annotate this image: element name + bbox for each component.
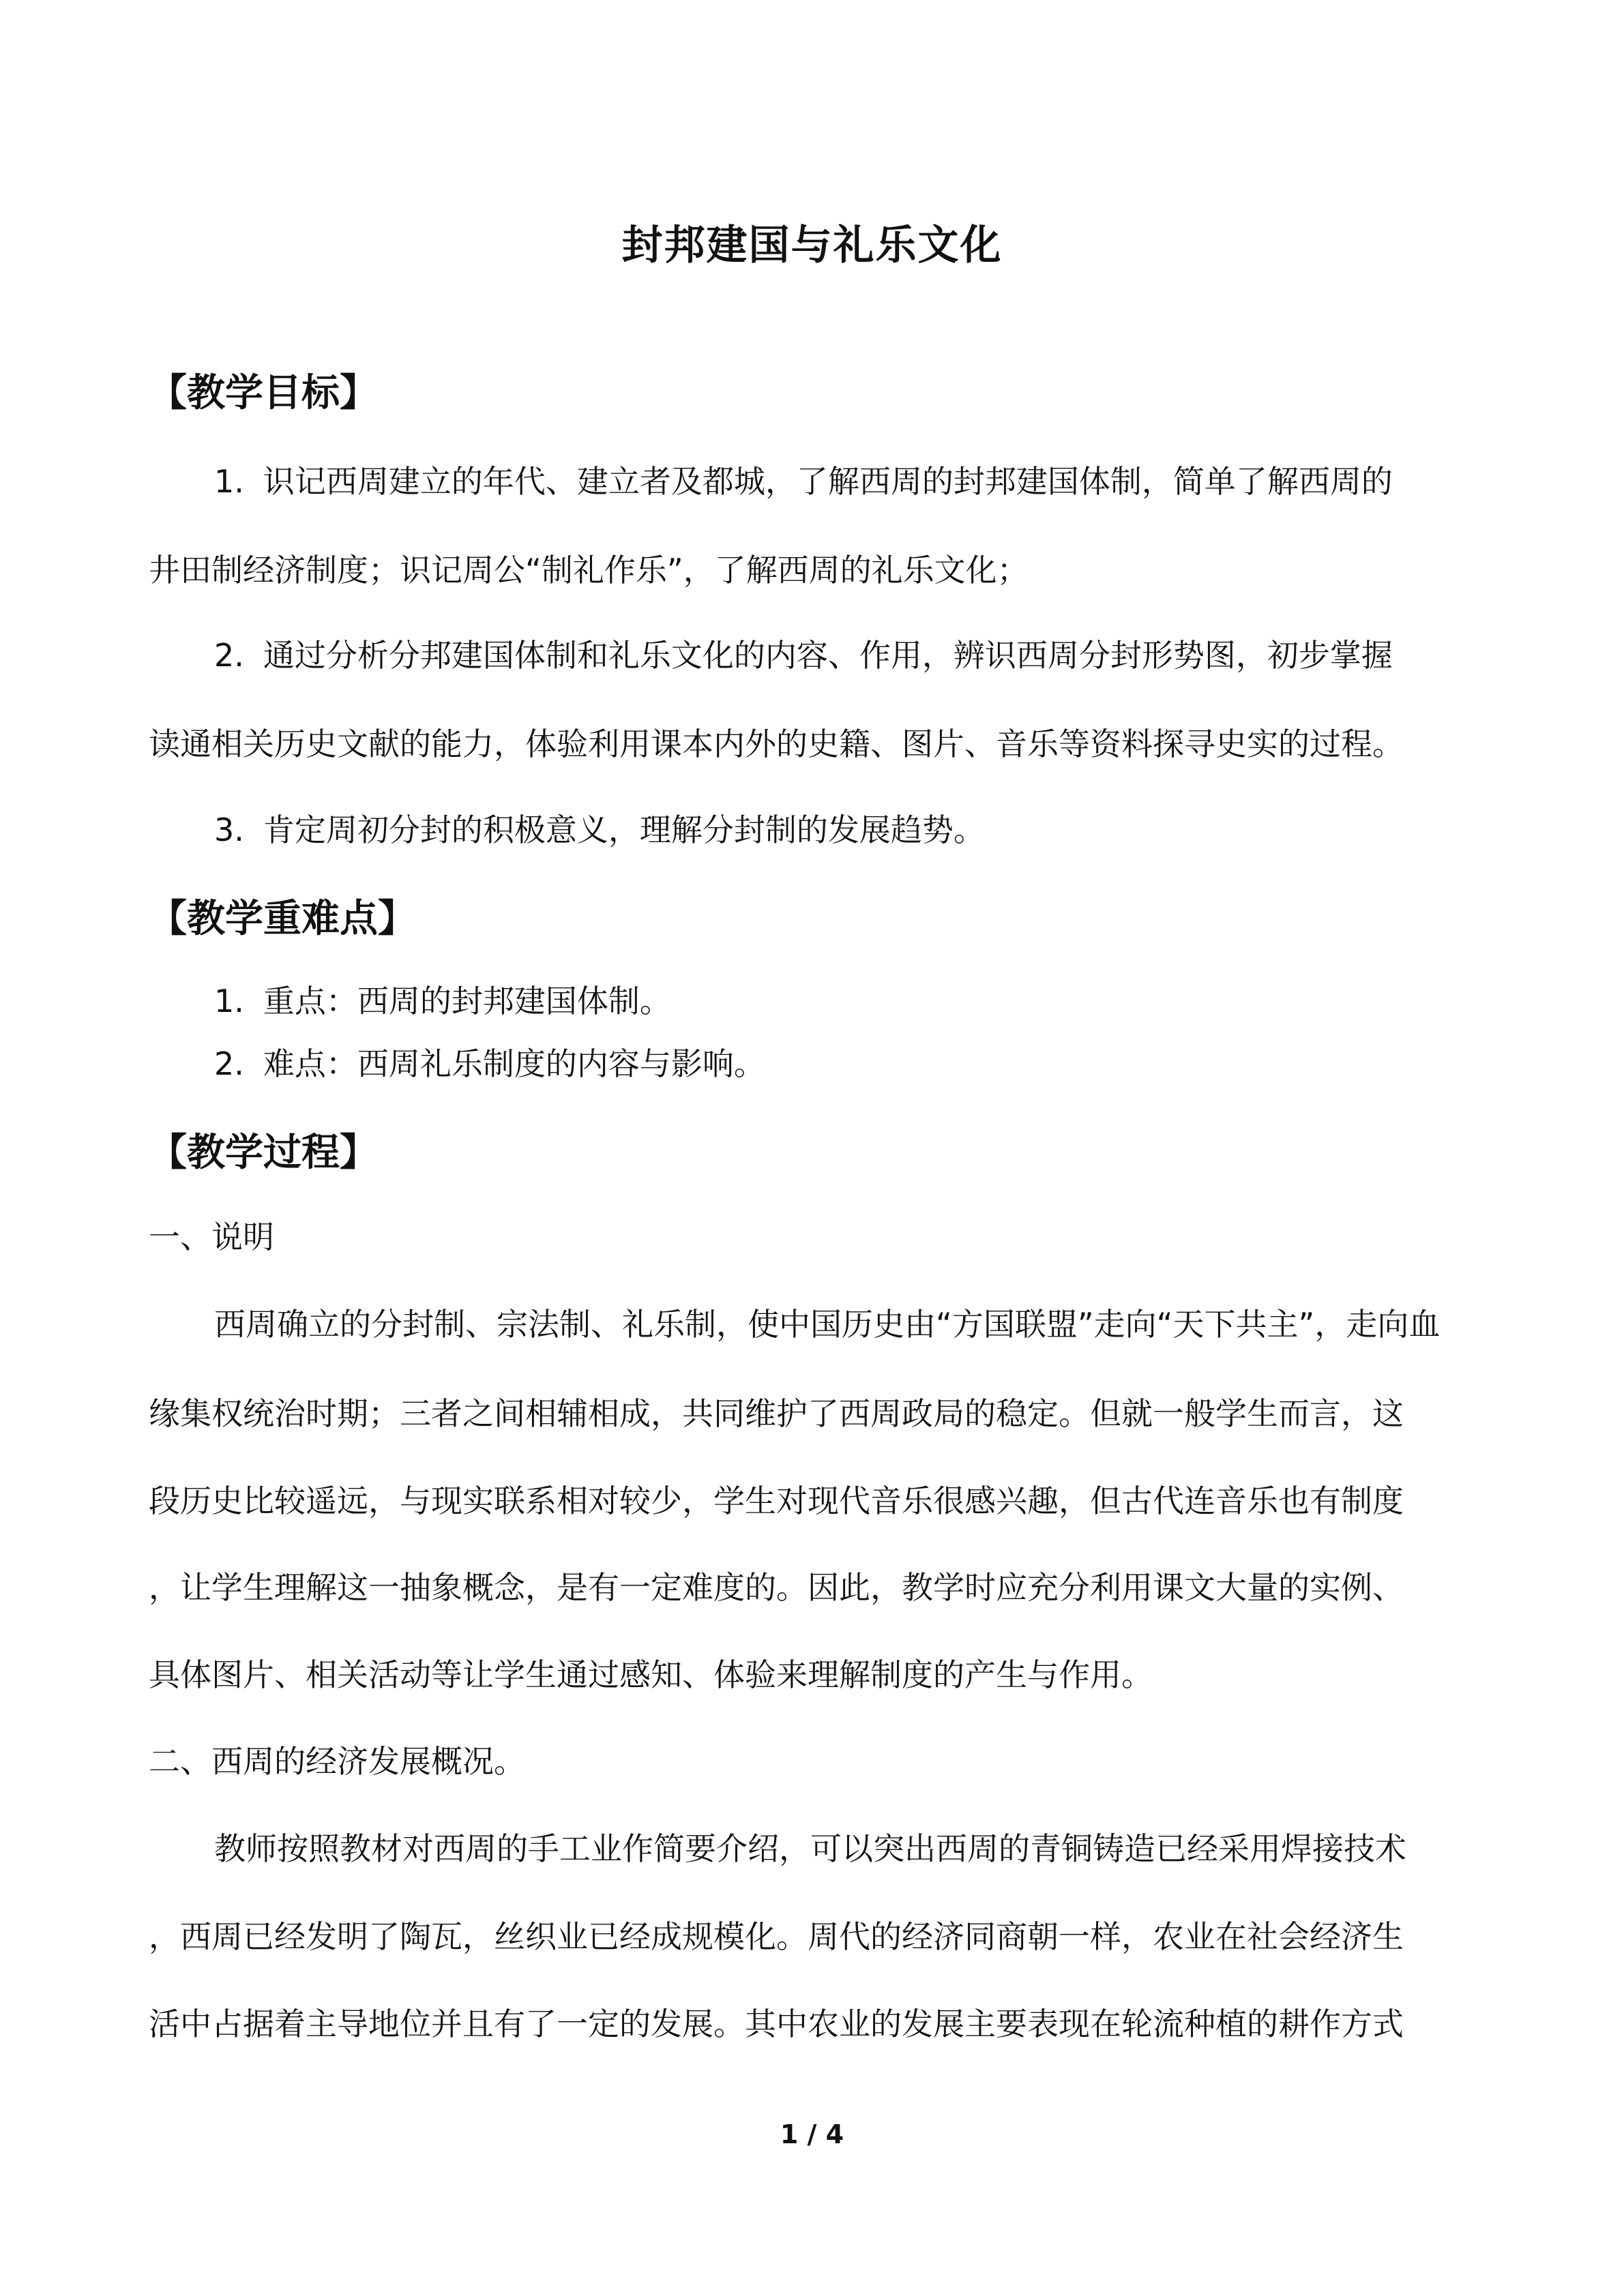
process-part2-heading: 二、西周的经济发展概况。 [149, 1743, 525, 1780]
key-point-1 [214, 976, 671, 1022]
part1-line-1: 西周确立的分封制、宗法制、礼乐制，使中国历史由“方国联盟”走向“天下共主”，走向血 [214, 1306, 1441, 1343]
key-point-1-number: 1. [214, 983, 244, 1019]
objective-2-line-1 [214, 631, 1393, 676]
part2-line-3: 活中占据着主导地位并且有了一定的发展。其中农业的发展主要表现在轮流种植的耕作方式 [149, 2006, 1404, 2042]
objectives-heading: 【教学目标】 [149, 371, 378, 415]
objective-3-text: 肯定周初分封的积极意义，理解分封制的发展趋势。 [263, 811, 985, 848]
objective-2-line-2: 读通相关历史文献的能力，体验利用课本内外的史籍、图片、音乐等资料探寻史实的过程。 [149, 726, 1404, 762]
key-point-1-text: 重点：西周的封邦建国体制。 [263, 983, 671, 1019]
part1-line-3: 段历史比较遥远，与现实联系相对较少，学生对现代音乐很感兴趣，但古代连音乐也有制度 [149, 1482, 1404, 1519]
key-points-heading: 【教学重难点】 [149, 897, 416, 941]
page-title: 封邦建国与礼乐文化 [621, 222, 1003, 269]
key-point-2-number: 2. [214, 1045, 244, 1082]
part2-line-1: 教师按照教材对西周的手工业作简要介绍，可以突出西周的青铜铸造已经采用焊接技术 [214, 1830, 1406, 1867]
process-part1-heading: 一、说明 [149, 1219, 274, 1255]
objective-1-number: 1. [214, 463, 244, 500]
objective-1-line-1 [214, 457, 1393, 502]
key-point-2-text: 难点：西周礼乐制度的内容与影响。 [263, 1045, 765, 1082]
part1-line-4: ，让学生理解这一抽象概念，是有一定难度的。因此，教学时应充分利用课文大量的实例、 [149, 1569, 1404, 1606]
process-heading: 【教学过程】 [149, 1131, 378, 1175]
objective-2-text: 通过分析分邦建国体制和礼乐文化的内容、作用，辨识西周分封形势图，初步掌握 [263, 637, 1393, 674]
key-point-2 [214, 1039, 765, 1084]
objective-1-text: 识记西周建立的年代、建立者及都城，了解西周的封邦建国体制，简单了解西周的 [263, 463, 1393, 500]
part2-line-2: ，西周已经发明了陶瓦，丝织业已经成规模化。周代的经济同商朝一样，农业在社会经济生 [149, 1918, 1404, 1955]
objective-3-line-1 [214, 805, 985, 850]
part1-line-2: 缘集权统治时期；三者之间相辅相成，共同维护了西周政局的稳定。但就一般学生而言，这 [149, 1395, 1404, 1432]
page-number: 1 / 4 [780, 2119, 844, 2149]
part1-line-5: 具体图片、相关活动等让学生通过感知、体验来理解制度的产生与作用。 [149, 1656, 1153, 1693]
objective-2-number: 2. [214, 637, 244, 674]
objective-1-line-2: 井田制经济制度；识记周公“制礼作乐”，了解西周的礼乐文化； [149, 552, 1029, 588]
objective-3-number: 3. [214, 811, 244, 848]
